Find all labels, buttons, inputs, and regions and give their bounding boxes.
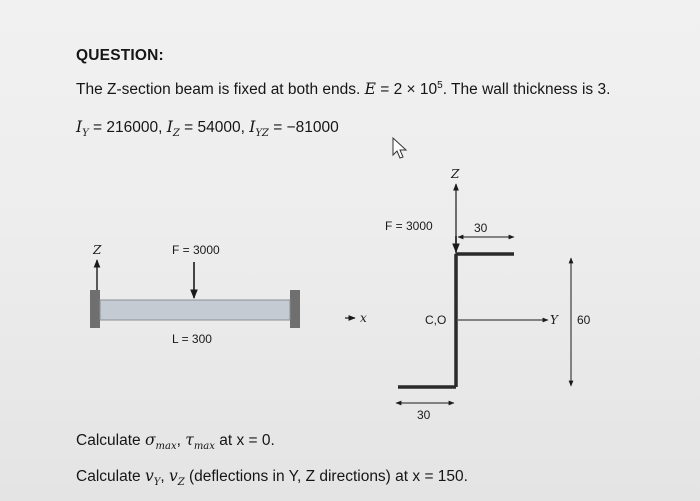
iz-subscript: Z — [172, 128, 180, 140]
q2-separator: , — [160, 468, 169, 485]
mouse-cursor-icon — [393, 138, 406, 158]
thickness-text: . The wall thickness is 3. — [442, 81, 611, 99]
q2-suffix: (deflections in Y, Z directions) at x = 150. — [184, 468, 468, 485]
section-y-axis-label: Y — [550, 313, 558, 327]
vz-symbol: v — [168, 467, 178, 485]
top-flange-dimension-label: 30 — [474, 221, 488, 235]
question-title: QUESTION: — [76, 47, 164, 64]
intro-text: The Z-section beam is fixed at both ends. — [76, 81, 365, 99]
modulus-exponent: 5 — [437, 80, 443, 91]
beam-z-axis-label: Z — [93, 243, 102, 257]
right-wall-support — [290, 290, 300, 328]
centroid-label: C,O — [425, 313, 447, 327]
tau-symbol: τ — [185, 431, 194, 449]
iyz-value: = −81000 — [268, 119, 339, 136]
iz-value: = 54000, — [179, 119, 250, 136]
beam-length-label: L = 300 — [172, 332, 212, 346]
section-z-axis-label: Z — [451, 167, 460, 181]
iy-subscript: Y — [82, 128, 89, 140]
beam-x-axis-label: x — [360, 311, 367, 325]
iyz-symbol: I — [249, 118, 256, 136]
iy-symbol: I — [76, 118, 83, 136]
beam-load-label: F = 3000 — [172, 243, 220, 257]
q2-prefix: Calculate — [76, 468, 145, 485]
q1-separator: , — [176, 432, 186, 449]
left-wall-support — [90, 290, 100, 328]
vy-subscript: Y — [153, 477, 161, 489]
sigma-symbol: σ — [144, 431, 156, 449]
q1-prefix: Calculate — [76, 432, 145, 449]
tau-subscript: max — [193, 441, 215, 453]
sigma-subscript: max — [155, 441, 177, 453]
vy-symbol: v — [144, 467, 154, 485]
iyz-subscript: YZ — [255, 128, 269, 140]
section-load-label: F = 3000 — [385, 219, 433, 233]
question-one — [76, 431, 275, 452]
q1-suffix: at x = 0. — [214, 432, 275, 449]
question-two — [76, 467, 468, 488]
section-figure — [385, 167, 591, 422]
iz-symbol: I — [166, 118, 173, 136]
beam-body — [100, 300, 290, 320]
beam-figure — [90, 243, 367, 346]
bottom-flange-dimension-label: 30 — [417, 408, 431, 422]
vz-subscript: Z — [177, 477, 185, 489]
modulus-value: = 2 × 10 — [375, 81, 438, 99]
modulus-symbol: E — [364, 80, 376, 99]
height-dimension-label: 60 — [577, 313, 591, 327]
iy-value: = 216000, — [88, 119, 167, 136]
